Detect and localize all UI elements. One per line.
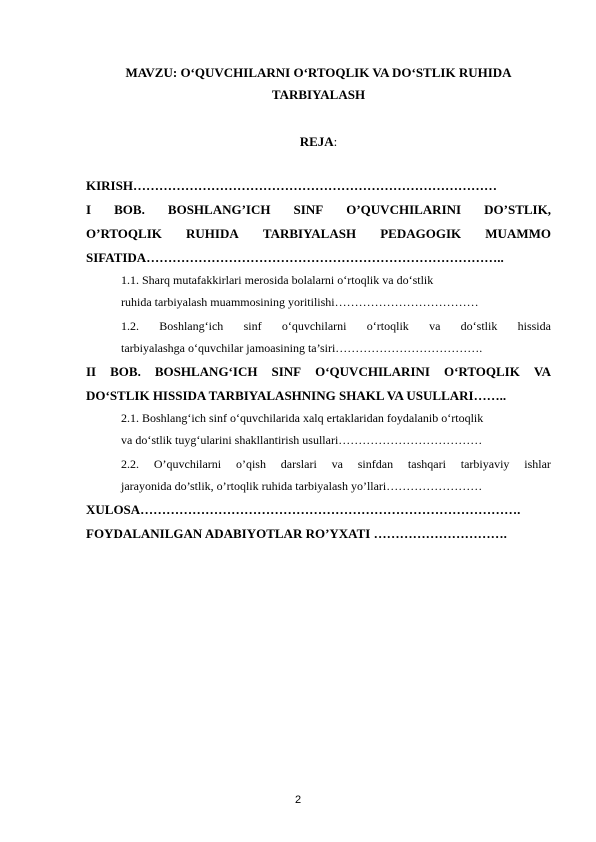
- toc-word: o’qish: [235, 457, 266, 471]
- toc-word: va: [331, 457, 343, 471]
- toc-word: 2.2.: [121, 457, 139, 471]
- title-line-1: MAVZU: O‘QUVCHILARNI O‘RTOQLIK VA DO‘STLIK RUHIDA: [125, 65, 512, 80]
- toc-word: PEDAGOGIK: [380, 226, 462, 241]
- toc-word: O‘QUVCHILARINI: [315, 364, 430, 379]
- toc-section-2-2-line2: jarayonida do’stlik, o’rtoqlik ruhida tarbiyalash yo’llari……………………: [121, 479, 483, 493]
- toc-word: tarbiyaviy: [460, 457, 510, 471]
- toc-word: RUHIDA: [186, 226, 239, 241]
- toc-section-1-1-line2: ruhida tarbiyalash muammosining yoritilishi………………………………: [121, 295, 479, 309]
- toc-word: Boshlang‘ich: [159, 319, 224, 333]
- toc-chapter1-line3: SIFATIDA………………………………………………………………………..: [86, 250, 504, 265]
- toc-section-1-2-line2: tarbiyalashga o‘quvchilar jamoasining ta’siri……………………………….: [121, 341, 483, 355]
- toc-word: SINF: [271, 364, 302, 379]
- toc-word: BOB.: [110, 364, 141, 379]
- toc-word: O’RTOQLIK: [86, 226, 162, 241]
- toc-section-1-2-line1: [121, 318, 551, 334]
- toc-section-2-1-line2: va do‘stlik tuyg‘ularini shakllantirish usullari………………………………: [121, 433, 483, 447]
- toc-word: BOB.: [114, 202, 145, 217]
- plan-heading: [86, 134, 551, 150]
- toc-word: BOSHLANG‘ICH: [154, 364, 258, 379]
- toc-word: O’quvchilarni: [153, 457, 222, 471]
- toc-intro: KIRISH…………………………………………………………………………: [86, 178, 497, 193]
- toc-word: TARBIYALASH: [262, 226, 357, 241]
- page-number: 2: [294, 794, 302, 806]
- toc-word: II: [86, 364, 97, 379]
- toc-chapter2-line1: [86, 364, 551, 380]
- toc-references: FOYDALANILGAN ADABIYOTLAR RO’YXATI ………………………….: [86, 526, 507, 541]
- toc-word: SINF: [293, 202, 324, 217]
- toc-chapter1-line2: [86, 226, 551, 242]
- toc-word: VA: [533, 364, 551, 379]
- toc-section-2-1-line1: 2.1. Boshlang‘ich sinf o‘quvchilarida xalq ertaklaridan foydalanib o‘rtoqlik: [121, 411, 484, 425]
- toc-word: tashqari: [407, 457, 446, 471]
- toc-word: hissida: [517, 319, 551, 333]
- toc-word: sinf: [243, 319, 262, 333]
- toc-conclusion: XULOSA…………………………………………………………………………….: [86, 502, 521, 517]
- toc-word: O‘RTOQLIK: [443, 364, 520, 379]
- toc-word: darslari: [280, 457, 317, 471]
- toc-word: BOSHLANG’ICH: [167, 202, 271, 217]
- toc-word: 1.2.: [121, 319, 139, 333]
- toc-section-2-2-line1: [121, 456, 551, 472]
- plan-heading-label: REJA: [299, 134, 334, 149]
- toc-word: va: [429, 319, 441, 333]
- toc-word: O’QUVCHILARINI: [346, 202, 462, 217]
- toc-chapter1-line1: [86, 202, 551, 218]
- toc-word: do‘stlik: [460, 319, 498, 333]
- toc-chapter2-line2: DO‘STLIK HISSIDA TARBIYALASHNING SHAKL VA USULLARI……..: [86, 388, 507, 403]
- toc-word: o‘quvchilarni: [281, 319, 347, 333]
- title-line-2: TARBIYALASH: [271, 87, 366, 102]
- toc-word: MUAMMO: [485, 226, 551, 241]
- toc-word: I: [86, 202, 92, 217]
- toc-word: ishlar: [524, 457, 551, 471]
- toc-section-1-1-line1: 1.1. Sharq mutafakkirlari merosida bolalarni o‘rtoqlik va do‘stlik: [121, 273, 434, 287]
- toc-word: o‘rtoqlik: [366, 319, 409, 333]
- toc-word: DO’STLIK,: [484, 202, 551, 217]
- toc-word: sinfdan: [357, 457, 394, 471]
- plan-heading-colon: :: [333, 134, 338, 149]
- document-title: [86, 62, 551, 106]
